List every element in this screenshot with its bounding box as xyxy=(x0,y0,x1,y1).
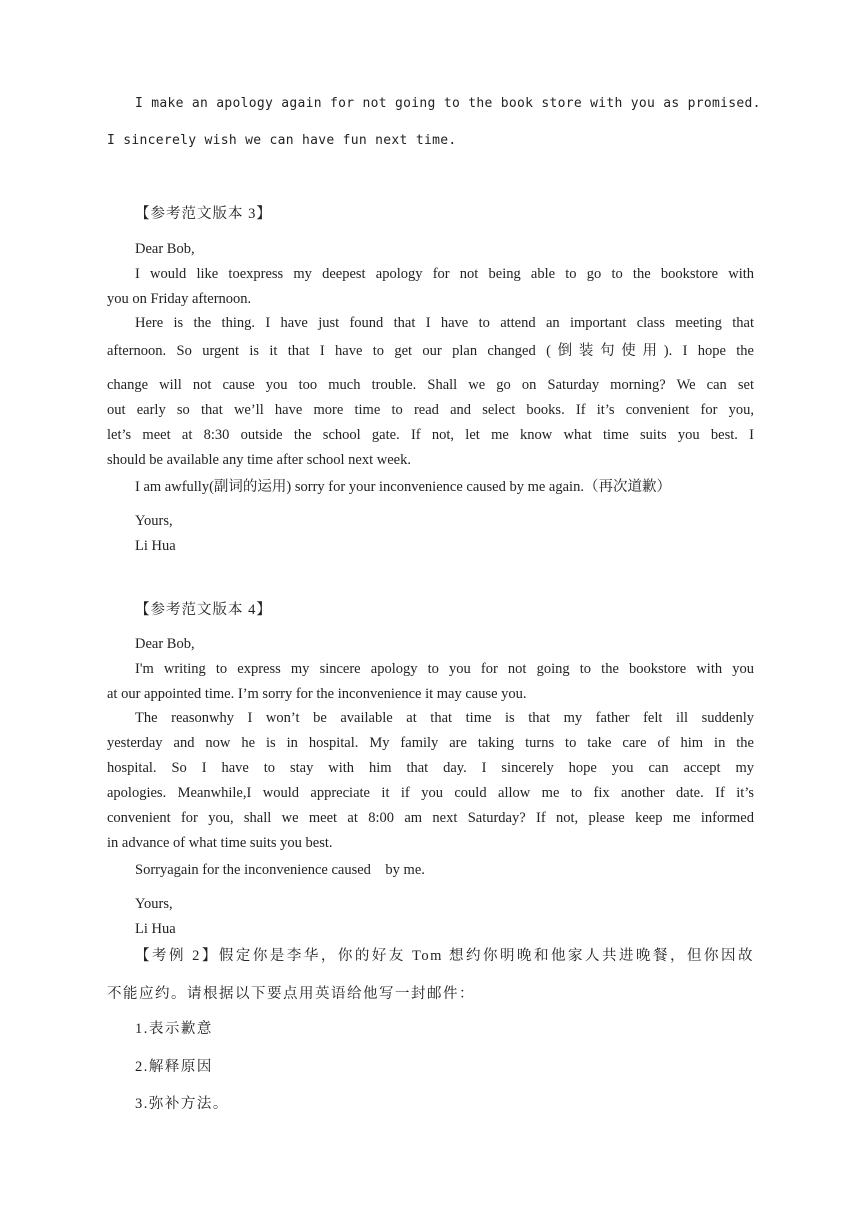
v4-p1-line1: I'm writing to express my sincere apology to you for not going to the bookstore with you xyxy=(135,661,754,677)
v3-p2-line2: afternoon. So urgent is it that I have to get our plan changed (倒装句使用). I hope the xyxy=(107,343,754,359)
v4-p2-line4: apologies. Meanwhile,I would appreciate it if you could allow me to fix another date. If it’s xyxy=(107,785,754,801)
v4-closing: Yours, xyxy=(135,896,173,912)
example2-prompt-line2: 不能应约。请根据以下要点用英语给他写一封邮件： xyxy=(107,986,475,1002)
example2-point-3: 3.弥补方法。 xyxy=(135,1096,229,1112)
v4-p1-line2: at our appointed time. I’m sorry for the inconvenience it may cause you. xyxy=(107,686,527,702)
example2-prompt-line1: 【考例 2】假定你是李华，你的好友 Tom 想约你明晚和他家人共进晚餐，但你因故 xyxy=(135,948,754,964)
example2-point-1: 1.表示歉意 xyxy=(135,1021,213,1037)
v3-signature: Li Hua xyxy=(135,538,176,554)
v3-p2-line5: let’s meet at 8:30 outside the school gate. If not, let me know what time suits you best. I xyxy=(107,427,754,443)
v3-p2-line1: Here is the thing. I have just found that I have to attend an important class meeting that xyxy=(135,315,754,331)
v3-heading: 【参考范文版本 3】 xyxy=(135,206,272,222)
v4-p2-line2: yesterday and now he is in hospital. My family are taking turns to take care of him in the xyxy=(107,735,754,751)
v3-salutation: Dear Bob, xyxy=(135,241,195,257)
v3-p1-line2: you on Friday afternoon. xyxy=(107,291,252,307)
v4-p2-line6: in advance of what time suits you best. xyxy=(107,835,333,851)
v4-p2-line1: The reasonwhy I won’t be available at that time is that my father felt ill suddenly xyxy=(135,710,754,726)
v3-p2-line6: should be available any time after school next week. xyxy=(107,452,411,468)
v4-p2-line3: hospital. So I have to stay with him that day. I sincerely hope you can accept my xyxy=(107,760,754,776)
v4-salutation: Dear Bob, xyxy=(135,636,195,652)
v4-p2-line5: convenient for you, shall we meet at 8:00 am next Saturday? If not, please keep me informed xyxy=(107,810,754,826)
v3-closing: Yours, xyxy=(135,513,173,529)
v4-heading: 【参考范文版本 4】 xyxy=(135,602,272,618)
v2-wish-line: I sincerely wish we can have fun next time. xyxy=(107,133,457,148)
v3-p1-line1: I would like toexpress my deepest apology for not being able to go to the bookstore with xyxy=(135,266,754,282)
v3-p3: I am awfully(副词的运用) sorry for your inconvenience caused by me again.（再次道歉） xyxy=(135,479,671,495)
example2-point-2: 2.解释原因 xyxy=(135,1059,213,1075)
v3-p2-line4: out early so that we’ll have more time to read and select books. If it’s convenient for you, xyxy=(107,402,754,418)
v3-p2-line3: change will not cause you too much trouble. Shall we go on Saturday morning? We can set xyxy=(107,377,754,393)
v4-p3: Sorryagain for the inconvenience caused by me. xyxy=(135,862,425,878)
v4-signature: Li Hua xyxy=(135,921,176,937)
v2-apology-line: I make an apology again for not going to the book store with you as promised. xyxy=(135,96,761,111)
